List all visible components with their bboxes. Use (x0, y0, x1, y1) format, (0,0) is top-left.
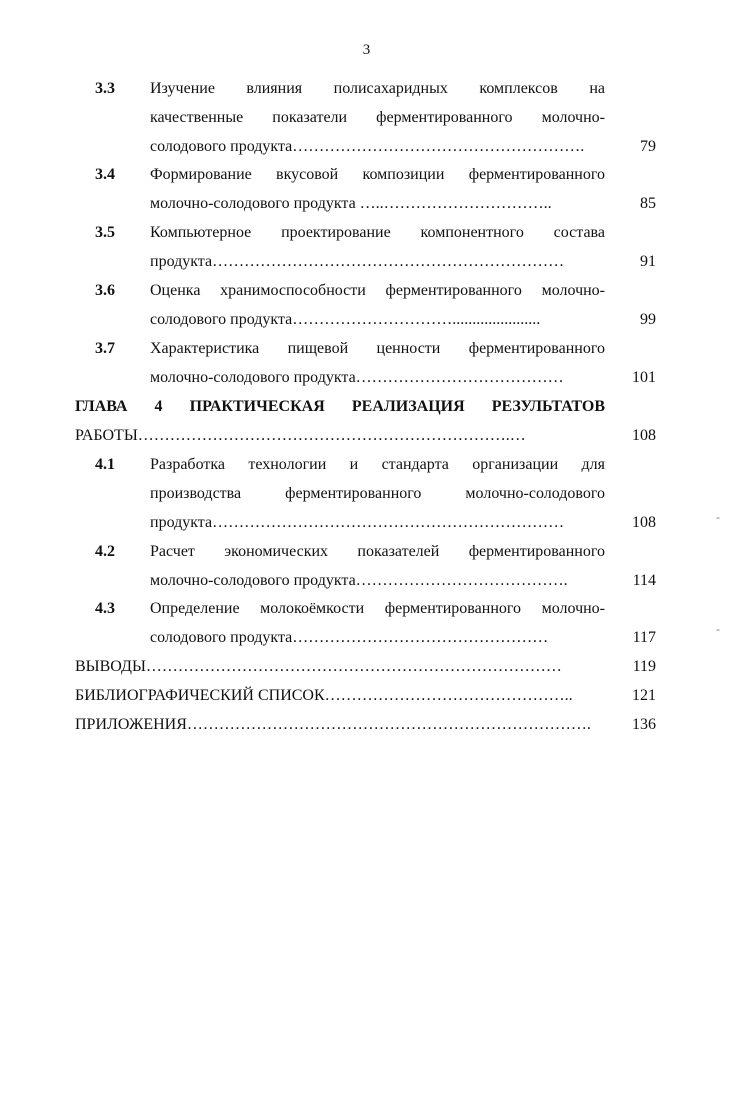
toc-entry-line: Изучение влияния полисахаридных комплексов на (150, 80, 605, 97)
toc-entry-line: солодового продукта………………………………………… (150, 629, 549, 646)
toc-page-ref: 108 (632, 514, 656, 531)
toc-section-number: 3.3 (95, 80, 115, 97)
toc-section-number: 4.1 (95, 456, 115, 473)
toc-conclusions: ВЫВОДЫ…………………………………………………………………… (75, 658, 562, 675)
toc-entry-line: Формирование вкусовой композиции ферментированного (150, 166, 605, 183)
toc-entry-line: Оценка хранимоспособности ферментированного молочно- (150, 282, 605, 299)
toc-entry-line: продукта………………………………………………………… (150, 514, 565, 531)
toc-chapter-title-cont: РАБОТЫ…………………………………………………………….… (75, 427, 526, 444)
toc-entry-line: молочно-солодового продукта…………………………………. (150, 572, 568, 589)
toc-entry-line: продукта………………………………………………………… (150, 253, 565, 270)
scan-mark: - (716, 510, 720, 524)
toc-page-ref: 99 (640, 311, 656, 328)
toc-section-number: 3.7 (95, 340, 115, 357)
toc-section-number: 3.4 (95, 166, 115, 183)
toc-chapter-title: ГЛАВА 4 ПРАКТИЧЕСКАЯ РЕАЛИЗАЦИЯ РЕЗУЛЬТАТОВ (75, 398, 605, 415)
toc-section-number: 4.3 (95, 600, 115, 617)
toc-page-ref: 85 (640, 195, 656, 212)
toc-entry-line: Разработка технологии и стандарта организации для (150, 456, 605, 473)
toc-page-ref: 136 (632, 716, 656, 733)
toc-section-number: 4.2 (95, 543, 115, 560)
toc-section-number: 3.6 (95, 282, 115, 299)
toc-page-ref: 114 (632, 572, 656, 589)
toc-page-ref: 79 (640, 138, 656, 155)
toc-entry-line: солодового продукта…………………………...................... (150, 311, 541, 328)
scan-mark: - (716, 622, 720, 636)
toc-entry-line: Компьютерное проектирование компонентного состава (150, 224, 605, 241)
toc-entry-line: солодового продукта………………………………………………. (150, 138, 585, 155)
toc-page-ref: 121 (632, 687, 656, 704)
toc-section-number: 3.5 (95, 224, 115, 241)
toc-page-ref: 91 (640, 253, 656, 270)
toc-page-ref: 108 (632, 427, 656, 444)
toc-page-ref: 101 (632, 369, 656, 386)
toc-appendices: ПРИЛОЖЕНИЯ…………………………………………………………………. (75, 716, 591, 733)
toc-page-ref: 119 (632, 658, 656, 675)
page-number: 3 (362, 42, 371, 58)
toc-entry-line: качественные показатели ферментированного молочно- (150, 109, 605, 126)
toc-entry-line: производства ферментированного молочно-солодового (150, 485, 605, 502)
toc-page-ref: 117 (632, 629, 656, 646)
toc-bibliography: БИБЛИОГРАФИЧЕСКИЙ СПИСОК……………………………………….. (75, 687, 573, 704)
toc-entry-line: Определение молокоёмкости ферментированного молочно- (150, 600, 605, 617)
toc-entry-line: молочно-солодового продукта………………………………… (150, 369, 564, 386)
toc-entry-line: Расчет экономических показателей ферментированного (150, 543, 605, 560)
toc-entry-line: Характеристика пищевой ценности ферментированного (150, 340, 605, 357)
toc-entry-line: молочно-солодового продукта …..………………………….. (150, 195, 552, 212)
